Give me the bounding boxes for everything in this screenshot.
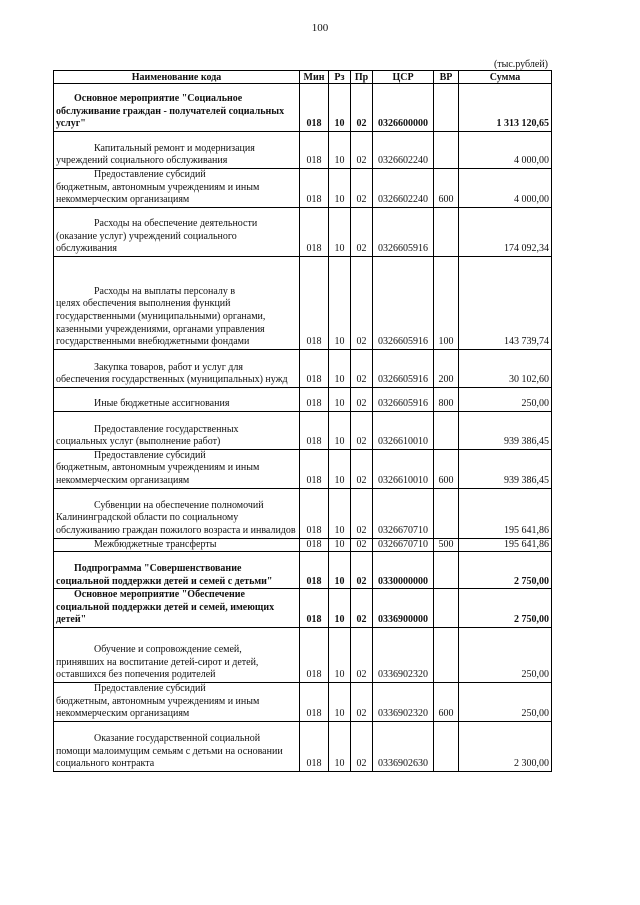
budget-table — [53, 70, 552, 772]
cell-sum: 1 313 120,65 — [459, 84, 552, 132]
table-row — [54, 627, 552, 682]
cell-sum: 4 000,00 — [459, 169, 552, 208]
cell-name-rest: бюджетным, автономным учреждениям и иным некоммерческим организациям — [56, 462, 260, 486]
cell-name-first-line: Обучение и сопровождение семей, — [94, 644, 242, 656]
header-csr: ЦСР — [373, 71, 434, 84]
cell-name-first-line: Основное мероприятие "Обеспечение — [74, 589, 245, 601]
cell-name-rest: принявших на воспитание детей-сирот и детей, оставшихся без попечения родителей — [56, 656, 259, 681]
cell-rz: 10 — [329, 207, 351, 256]
table-row — [54, 721, 552, 771]
cell-vr — [434, 411, 459, 449]
cell-vr: 100 — [434, 256, 459, 349]
cell-name-rest: бюджетным, автономным учреждениям и иным некоммерческим организациям — [56, 695, 260, 720]
cell-sum: 2 750,00 — [459, 552, 552, 589]
cell-name-first-line: Основное мероприятие "Социальное — [74, 93, 243, 105]
cell-sum: 195 641,86 — [459, 488, 552, 538]
cell-name — [54, 132, 300, 169]
cell-vr: 600 — [434, 169, 459, 208]
cell-sum: 143 739,74 — [459, 256, 552, 349]
cell-name-first-line: Иные бюджетные ассигнования — [94, 398, 230, 410]
cell-min: 018 — [300, 589, 329, 628]
cell-rz: 10 — [329, 169, 351, 208]
cell-sum: 250,00 — [459, 627, 552, 682]
cell-name-rest: социальной поддержки детей и семей с детьми" — [56, 575, 273, 587]
cell-sum: 174 092,34 — [459, 207, 552, 256]
cell-name-first-line: Оказание государственной социальной — [94, 732, 261, 744]
cell-vr — [434, 84, 459, 132]
cell-name-rest: помощи малоимущим семьям с детьми на основании социального контракта — [56, 745, 283, 770]
cell-vr — [434, 132, 459, 169]
cell-rz: 10 — [329, 449, 351, 488]
cell-vr: 500 — [434, 538, 459, 552]
cell-sum: 939 386,45 — [459, 449, 552, 488]
table-row — [54, 349, 552, 387]
cell-rz: 10 — [329, 552, 351, 589]
table-row — [54, 488, 552, 538]
cell-sum: 2 750,00 — [459, 589, 552, 628]
header-rz: Рз — [329, 71, 351, 84]
cell-min: 018 — [300, 169, 329, 208]
cell-name-first-line: Предоставление субсидий — [94, 682, 206, 694]
cell-pr: 02 — [351, 449, 373, 488]
cell-name — [54, 207, 300, 256]
cell-pr: 02 — [351, 488, 373, 538]
cell-name — [54, 488, 300, 538]
cell-vr — [434, 488, 459, 538]
cell-name — [54, 538, 300, 552]
cell-vr: 600 — [434, 449, 459, 488]
cell-pr: 02 — [351, 589, 373, 628]
cell-csr: 0336900000 — [373, 589, 434, 628]
cell-name-first-line: Предоставление государственных — [94, 423, 239, 435]
cell-name-rest: (оказание услуг) учреждений социального обслуживания — [56, 230, 237, 255]
cell-name — [54, 552, 300, 589]
cell-vr: 600 — [434, 682, 459, 721]
cell-min: 018 — [300, 627, 329, 682]
cell-name-rest: бюджетным, автономным учреждениям и иным некоммерческим организациям — [56, 181, 260, 206]
cell-min: 018 — [300, 256, 329, 349]
cell-min: 018 — [300, 449, 329, 488]
cell-csr: 0326602240 — [373, 169, 434, 208]
table-row — [54, 169, 552, 208]
cell-csr: 0330000000 — [373, 552, 434, 589]
cell-rz: 10 — [329, 349, 351, 387]
cell-name-first-line: Подпрограмма "Совершенствование — [74, 562, 242, 574]
cell-pr: 02 — [351, 84, 373, 132]
cell-rz: 10 — [329, 256, 351, 349]
cell-name-rest: обслуживание граждан - получателей социальных услуг" — [56, 105, 285, 130]
cell-vr — [434, 627, 459, 682]
table-row — [54, 256, 552, 349]
cell-sum: 250,00 — [459, 387, 552, 411]
header-sum: Сумма — [459, 71, 552, 84]
header-min: Мин — [300, 71, 329, 84]
cell-name — [54, 84, 300, 132]
cell-name-first-line: Расходы на обеспечение деятельности — [94, 218, 258, 229]
cell-name-first-line: Субвенции на обеспечение полномочий — [94, 499, 264, 511]
header-pr: Пр — [351, 71, 373, 84]
cell-csr: 0326670710 — [373, 538, 434, 552]
cell-vr — [434, 207, 459, 256]
cell-name — [54, 256, 300, 349]
table-row — [54, 538, 552, 552]
cell-pr: 02 — [351, 387, 373, 411]
cell-min: 018 — [300, 132, 329, 169]
cell-sum: 2 300,00 — [459, 721, 552, 771]
header-vr: ВР — [434, 71, 459, 84]
cell-name — [54, 387, 300, 411]
cell-name — [54, 627, 300, 682]
cell-name-first-line: Предоставление субсидий — [94, 169, 206, 180]
cell-min: 018 — [300, 538, 329, 552]
cell-min: 018 — [300, 207, 329, 256]
cell-csr: 0326600000 — [373, 84, 434, 132]
cell-min: 018 — [300, 488, 329, 538]
cell-csr: 0336902630 — [373, 721, 434, 771]
cell-csr: 0326605916 — [373, 207, 434, 256]
cell-pr: 02 — [351, 256, 373, 349]
cell-csr: 0336902320 — [373, 627, 434, 682]
cell-name-first-line: Межбюджетные трансферты — [94, 538, 217, 550]
cell-vr: 200 — [434, 349, 459, 387]
table-row — [54, 411, 552, 449]
cell-name-rest: социальной поддержки детей и семей, имеющих детей" — [56, 601, 275, 626]
cell-min: 018 — [300, 721, 329, 771]
cell-pr: 02 — [351, 132, 373, 169]
cell-csr: 0326610010 — [373, 411, 434, 449]
cell-name — [54, 169, 300, 208]
cell-min: 018 — [300, 387, 329, 411]
cell-rz: 10 — [329, 682, 351, 721]
page-number: 100 — [311, 22, 329, 34]
cell-name-rest: обеспечения государственных (муниципальных) нужд — [56, 374, 288, 386]
table-row — [54, 207, 552, 256]
table-row — [54, 132, 552, 169]
cell-name-rest: целях обеспечения выполнения функций государственными (муниципальными) органами, казенными учреждениями, органами управления государственными внебюджетными фондами — [56, 298, 266, 348]
cell-pr: 02 — [351, 552, 373, 589]
cell-rz: 10 — [329, 411, 351, 449]
table-row — [54, 552, 552, 589]
table-row — [54, 449, 552, 488]
cell-csr: 0326670710 — [373, 488, 434, 538]
cell-pr: 02 — [351, 682, 373, 721]
cell-csr: 0326605916 — [373, 256, 434, 349]
cell-name-first-line: Расходы на выплаты персоналу в — [94, 285, 236, 297]
cell-rz: 10 — [329, 488, 351, 538]
cell-pr: 02 — [351, 538, 373, 552]
cell-rz: 10 — [329, 721, 351, 771]
cell-name — [54, 721, 300, 771]
cell-sum: 250,00 — [459, 682, 552, 721]
cell-pr: 02 — [351, 169, 373, 208]
cell-vr: 800 — [434, 387, 459, 411]
cell-name-first-line: Закупка товаров, работ и услуг для — [94, 361, 243, 373]
cell-rz: 10 — [329, 627, 351, 682]
cell-csr: 0326605916 — [373, 349, 434, 387]
cell-min: 018 — [300, 84, 329, 132]
table-header-row — [54, 71, 552, 84]
cell-name-rest: учреждений социального обслуживания — [56, 155, 228, 167]
cell-name — [54, 449, 300, 488]
cell-pr: 02 — [351, 349, 373, 387]
cell-sum: 30 102,60 — [459, 349, 552, 387]
cell-name — [54, 411, 300, 449]
cell-rz: 10 — [329, 387, 351, 411]
cell-min: 018 — [300, 552, 329, 589]
cell-csr: 0326602240 — [373, 132, 434, 169]
cell-name-first-line: Капитальный ремонт и модернизация — [94, 142, 255, 154]
cell-name-rest: Калининградской области по социальному обслуживанию граждан пожилого возраста и инвалидов — [56, 512, 296, 536]
cell-name — [54, 682, 300, 721]
cell-min: 018 — [300, 349, 329, 387]
table-row — [54, 387, 552, 411]
cell-csr: 0326605916 — [373, 387, 434, 411]
cell-vr — [434, 721, 459, 771]
cell-csr: 0336902320 — [373, 682, 434, 721]
cell-name-first-line: Предоставление субсидий — [94, 449, 206, 461]
cell-rz: 10 — [329, 84, 351, 132]
cell-name — [54, 589, 300, 628]
cell-sum: 939 386,45 — [459, 411, 552, 449]
units-label: (тыс.рублей) — [493, 59, 548, 70]
cell-pr: 02 — [351, 721, 373, 771]
cell-min: 018 — [300, 411, 329, 449]
cell-name-rest: социальных услуг (выполнение работ) — [56, 436, 221, 448]
cell-vr — [434, 552, 459, 589]
cell-rz: 10 — [329, 132, 351, 169]
cell-rz: 10 — [329, 538, 351, 552]
cell-rz: 10 — [329, 589, 351, 628]
cell-sum: 195 641,86 — [459, 538, 552, 552]
table-row — [54, 682, 552, 721]
cell-pr: 02 — [351, 207, 373, 256]
cell-pr: 02 — [351, 627, 373, 682]
table-row — [54, 589, 552, 628]
cell-vr — [434, 589, 459, 628]
header-name: Наименование кода — [54, 71, 300, 84]
cell-min: 018 — [300, 682, 329, 721]
cell-sum: 4 000,00 — [459, 132, 552, 169]
cell-csr: 0326610010 — [373, 449, 434, 488]
cell-pr: 02 — [351, 411, 373, 449]
table-row — [54, 84, 552, 132]
cell-name — [54, 349, 300, 387]
